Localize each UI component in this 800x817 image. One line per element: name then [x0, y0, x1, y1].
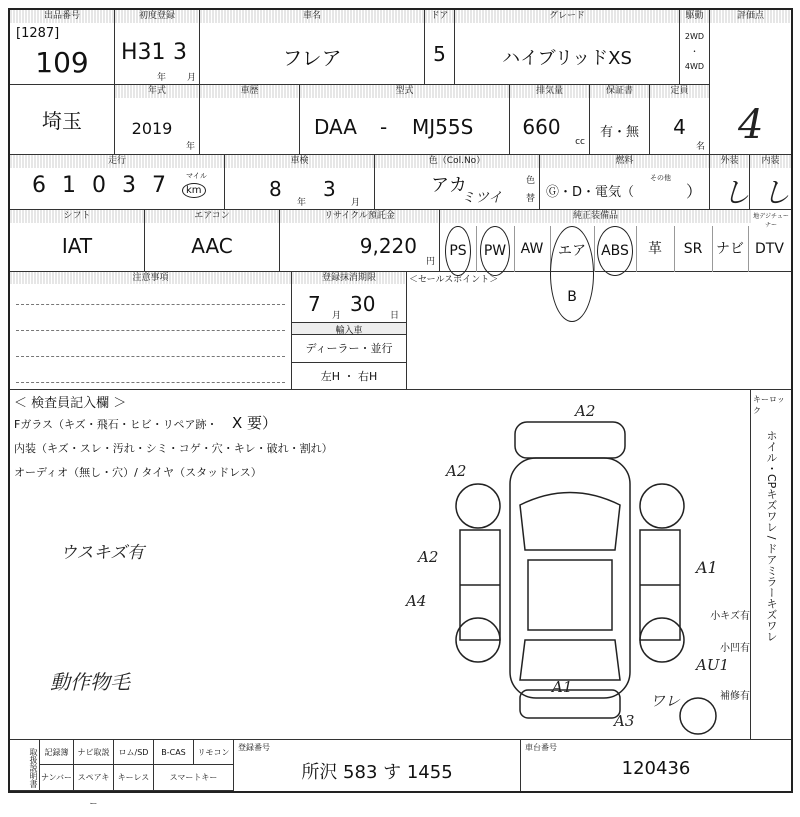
fuel-close: ）: [686, 182, 703, 201]
drive-header: 駆動: [680, 10, 709, 23]
glass-mark: X 要）: [232, 414, 278, 432]
damage-a4-left: A4: [406, 592, 427, 610]
model-year-header: 年式: [115, 85, 199, 98]
equipment-aw: AW: [514, 226, 551, 272]
first-reg-month: 3: [173, 40, 187, 65]
sales-point-area: [407, 272, 791, 390]
model-year: 2019: [131, 119, 173, 138]
damage-au1-rear-right: AU1: [696, 656, 730, 674]
plate-header: 登録番号: [238, 743, 270, 752]
drive-cell: [680, 10, 710, 85]
fuel: Ⓖ・D・電気（: [546, 185, 635, 200]
mileage-digit-2: 1: [62, 173, 76, 198]
mileage-digit-5: 7: [152, 173, 166, 198]
color-cell: [375, 155, 540, 210]
lot-box: [1287]: [16, 26, 60, 41]
first-reg-era: H31: [121, 40, 166, 65]
right-side-sub-1: 小キズ有: [710, 611, 750, 622]
score-cell: [710, 10, 791, 155]
grade-header: グレード: [455, 10, 679, 23]
equipment-dtv: DTV: [755, 241, 784, 257]
car-name-header: 車名: [200, 10, 424, 23]
drive-2wd: 2WD: [684, 32, 705, 41]
bottom-manual: 取扱説明書: [10, 740, 40, 791]
exterior-header: 外装: [710, 155, 749, 168]
model-year-unit: 年: [185, 142, 195, 152]
drive-4wd: 4WD: [684, 62, 705, 71]
bottom-spare-key: スペアキー: [74, 765, 114, 791]
right-side-text: ホイル・CPキズワレ / ドアミラーキズワレ: [765, 430, 778, 643]
damage-a1-right: A1: [696, 558, 718, 577]
displacement-unit: cc: [575, 137, 585, 147]
lot-header: 出品番号: [10, 10, 114, 23]
model-code: MJ55S: [412, 115, 474, 139]
key-lock-header: キーロック: [753, 395, 785, 415]
recycle: 9,220: [359, 234, 417, 258]
notes-area: [10, 272, 292, 390]
bottom-bcas: B-CAS: [154, 740, 194, 765]
equipment-header: 純正装備品: [440, 210, 751, 223]
notes-header: 注意事項: [10, 272, 291, 284]
equipment-abs: ABS: [597, 226, 633, 276]
capacity-unit: 名: [695, 142, 705, 152]
car-name: フレア: [282, 46, 342, 70]
first-reg-header: 初度登録: [115, 10, 199, 23]
color: アカ: [431, 175, 467, 196]
deadline-month: 7: [308, 292, 321, 316]
deadline-day-unit: 日: [390, 311, 400, 321]
displacement-header: 排気量: [510, 85, 589, 98]
sales-point-header: ＜セールスポイント＞: [409, 275, 499, 285]
mileage-digit-1: 6: [32, 173, 46, 198]
bottom-remote: リモコン: [194, 740, 234, 765]
color-note: ミツイ: [461, 190, 503, 206]
capacity-cell: [650, 85, 710, 155]
grade-cell: [455, 10, 680, 85]
plate-cell: [234, 740, 521, 791]
chassis-header: 車台番号: [525, 743, 557, 752]
paint-label-2: 替: [525, 194, 535, 204]
shift-header: シフト: [10, 210, 144, 223]
import-header: 輸入車: [292, 322, 406, 334]
body-type-header: 車歴: [200, 85, 299, 98]
right-side-sub-3: 補修有: [720, 691, 750, 702]
inspector-line-glass: Fガラス（キズ・飛石・ヒビ・リペア跡・: [14, 418, 218, 431]
auction-sheet: [8, 8, 793, 808]
equipment-ps: PS: [445, 226, 470, 276]
bottom-number-plate: ナンバー: [40, 765, 74, 791]
bottom-keyless: キーレス: [114, 765, 154, 791]
plate-number: 所沢 583 す 1455: [301, 762, 453, 783]
score: 4: [738, 102, 764, 148]
fuel-header: 燃料: [540, 155, 709, 168]
color-header: 色（Col.No）: [375, 155, 539, 168]
deadline-area: [292, 272, 407, 390]
capacity-header: 定員: [650, 85, 709, 98]
bottom-strip: [10, 740, 791, 808]
aircon: AAC: [191, 234, 233, 258]
warranty-header: 保証書: [590, 85, 649, 98]
damage-a2-left: A2: [418, 548, 439, 566]
equipment-pw: PW: [480, 226, 510, 276]
shift-cell: [10, 210, 145, 272]
inspection-month: 3: [323, 177, 336, 201]
fuel-other: その他: [650, 174, 671, 182]
mileage-digit-3: 0: [92, 173, 106, 198]
chassis-cell: [521, 740, 791, 791]
inspection-month-unit: 月: [351, 198, 361, 208]
inspection-year: 8: [269, 177, 282, 201]
recycle-unit: 円: [425, 257, 435, 267]
body-type-cell: [200, 85, 300, 155]
key-lock-area: [750, 390, 791, 740]
exterior-score: し: [722, 176, 751, 209]
equipment-sr: SR: [674, 226, 713, 272]
aircon-cell: [145, 210, 280, 272]
mileage-cell: [10, 155, 225, 210]
drive-dot: ・: [690, 47, 699, 56]
interior-cell: [750, 155, 791, 210]
mileage-header: 走行: [10, 155, 224, 168]
deadline-header: 登録抹消期限: [292, 272, 406, 284]
warranty-cell: [590, 85, 650, 155]
mileage-unit-km: km: [182, 183, 206, 198]
import-type: ディーラー・並行: [292, 334, 406, 362]
lot-cell: [10, 10, 115, 85]
deadline-day: 30: [350, 292, 376, 316]
displacement-cell: [510, 85, 590, 155]
first-reg-month-unit: 月: [187, 73, 197, 83]
car-name-cell: [200, 10, 425, 85]
doors: 5: [433, 42, 446, 66]
bottom-navi-manual: ナビ取説: [74, 740, 114, 765]
interior-header: 内装: [750, 155, 791, 168]
model-prefix: DAA: [314, 115, 357, 139]
mileage-digit-4: 3: [122, 173, 136, 198]
deadline-month-unit: 月: [332, 311, 342, 321]
score-header: 評価点: [710, 10, 791, 23]
recycle-header: リサイクル預託金: [280, 210, 439, 223]
doors-cell: [425, 10, 455, 85]
lot-number: 109: [35, 46, 89, 79]
grade: ハイブリッドXS: [502, 48, 632, 69]
handwritten-note-2: 動作物毛: [50, 670, 130, 694]
damage-a3-rear: A3: [614, 712, 635, 730]
model-header: 型式: [300, 85, 509, 98]
model-dash: -: [380, 115, 388, 139]
damage-a2-left-front: A2: [446, 462, 467, 480]
region-cell: [10, 85, 115, 155]
exterior-cell: [710, 155, 750, 210]
handwritten-note-1: ウスキズ有: [60, 543, 145, 563]
inspector-line-interior: 内装（キズ・スレ・汚れ・シミ・コゲ・穴・キレ・破れ・割れ）: [14, 442, 333, 455]
fuel-cell: [540, 155, 710, 210]
interior-score: し: [762, 176, 791, 209]
warranty: 有・無: [599, 125, 639, 140]
equipment-airbag: エアB: [550, 226, 594, 322]
shift: IAT: [61, 234, 93, 258]
mileage-unit-miles: マイル: [186, 172, 207, 180]
inspection-header: 車検: [225, 155, 374, 168]
inspector-line-audio: オーディオ（無し・穴）/ タイヤ（スタッドレス）: [14, 466, 262, 479]
bottom-records: 記録簿: [40, 740, 74, 765]
equipment-tv-label: 地デジチューナー: [753, 213, 789, 229]
recycle-cell: [280, 210, 440, 272]
inspection-cell: [225, 155, 375, 210]
doors-header: ドア: [425, 10, 454, 23]
equipment-navi: ナビ: [712, 226, 749, 272]
chassis-number: 120436: [621, 758, 691, 779]
bottom-rom-sd: ロム/SD: [114, 740, 154, 765]
damage-a1-rear: A1: [552, 678, 573, 696]
first-reg-cell: [115, 10, 200, 85]
first-reg-year-unit: 年: [157, 73, 167, 83]
damage-crack: ワレ: [650, 692, 681, 710]
capacity: 4: [673, 115, 686, 139]
right-side-sub-2: 小凹有: [720, 643, 750, 654]
model-year-cell: [115, 85, 200, 155]
model-cell: [300, 85, 510, 155]
paint-label-1: 色: [525, 176, 535, 186]
damage-a2-front: A2: [575, 402, 596, 420]
inspector-header: ＜ 検査員記入欄 ＞: [14, 396, 127, 411]
displacement: 660: [522, 115, 561, 139]
equipment-leather: 革: [636, 226, 675, 272]
handle-side: 左H ・ 右H: [292, 362, 406, 390]
inspection-year-unit: 年: [297, 198, 307, 208]
bottom-smart-key: スマートキー: [154, 765, 234, 791]
region: 埼玉: [42, 109, 82, 133]
inspector-area: [10, 390, 791, 740]
aircon-header: エアコン: [145, 210, 279, 223]
